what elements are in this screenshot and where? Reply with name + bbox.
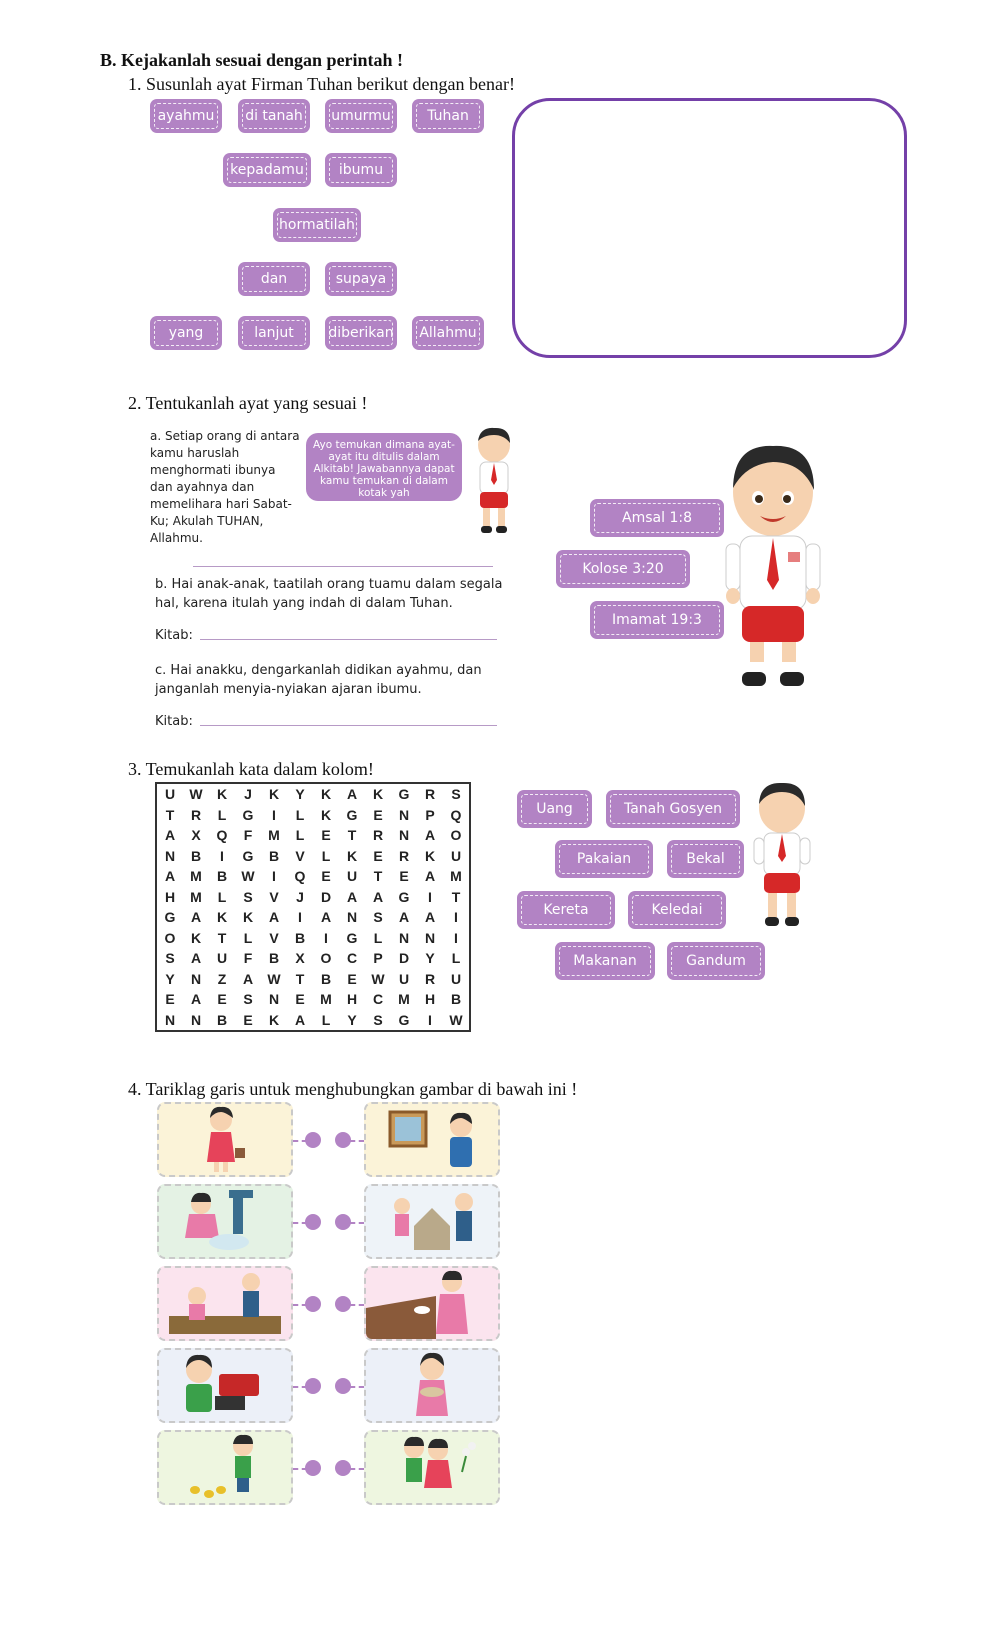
- grid-cell[interactable]: C: [372, 991, 384, 1008]
- find-word-chip-pakaian[interactable]: Pakaian: [555, 840, 653, 878]
- grid-cell[interactable]: A: [320, 909, 332, 926]
- grid-cell[interactable]: E: [399, 868, 409, 885]
- grid-cell[interactable]: G: [242, 806, 254, 823]
- grid-cell[interactable]: I: [428, 888, 432, 905]
- picture-boy-with-family-photo: [364, 1102, 500, 1177]
- grid-cell[interactable]: X: [191, 827, 201, 844]
- grid-cell[interactable]: E: [243, 1011, 253, 1028]
- find-word-chip-uang[interactable]: Uang: [517, 790, 592, 828]
- picture-mother-cooking: [364, 1266, 500, 1341]
- grid-cell[interactable]: G: [164, 909, 176, 926]
- grid-cell[interactable]: K: [372, 786, 384, 803]
- grid-cell[interactable]: I: [324, 929, 328, 946]
- grid-cell[interactable]: W: [189, 786, 203, 803]
- answer-drop-box[interactable]: [512, 98, 907, 358]
- grid-cell[interactable]: N: [398, 806, 410, 823]
- grid-cell[interactable]: U: [164, 786, 176, 803]
- connector-dot-right-3[interactable]: [335, 1296, 351, 1312]
- word-chip-lanjut[interactable]: lanjut: [238, 316, 310, 350]
- grid-cell[interactable]: S: [165, 950, 175, 967]
- grid-cell[interactable]: R: [424, 970, 436, 987]
- grid-cell[interactable]: B: [190, 847, 202, 864]
- find-word-chip-keledai[interactable]: Keledai: [628, 891, 726, 929]
- grid-cell[interactable]: E: [217, 991, 227, 1008]
- grid-cell[interactable]: R: [424, 786, 436, 803]
- word-chip-yang[interactable]: yang: [150, 316, 222, 350]
- grid-cell[interactable]: G: [346, 929, 358, 946]
- grid-cell[interactable]: E: [373, 806, 383, 823]
- grid-cell[interactable]: V: [295, 847, 305, 864]
- grid-cell[interactable]: L: [217, 888, 227, 905]
- grid-row: [156, 928, 470, 949]
- grid-cell[interactable]: I: [298, 909, 302, 926]
- grid-cell[interactable]: G: [398, 1011, 410, 1028]
- grid-row: [156, 805, 470, 826]
- grid-cell[interactable]: U: [346, 868, 358, 885]
- word-chip-diberikan[interactable]: diberikan: [325, 316, 397, 350]
- grid-cell[interactable]: A: [346, 786, 358, 803]
- grid-cell[interactable]: Q: [450, 806, 462, 823]
- word-chip-dan[interactable]: dan: [238, 262, 310, 296]
- grid-cell[interactable]: I: [454, 909, 458, 926]
- grid-cell[interactable]: B: [320, 970, 332, 987]
- grid-cell[interactable]: F: [243, 950, 253, 967]
- grid-cell[interactable]: N: [190, 970, 202, 987]
- grid-cell[interactable]: N: [164, 847, 176, 864]
- grid-cell[interactable]: G: [242, 847, 254, 864]
- grid-cell[interactable]: R: [190, 806, 202, 823]
- grid-cell[interactable]: H: [346, 991, 358, 1008]
- word-chip-di-tanah[interactable]: di tanah: [238, 99, 310, 133]
- grid-row: [156, 1010, 470, 1032]
- grid-cell[interactable]: A: [424, 909, 436, 926]
- grid-cell[interactable]: L: [217, 806, 227, 823]
- picture-girl-with-bag: [157, 1102, 293, 1177]
- grid-row: [156, 907, 470, 928]
- connector-dot-left-3[interactable]: [305, 1296, 321, 1312]
- option-chip-imamat[interactable]: Imamat 19:3: [590, 601, 724, 639]
- word-chip-kepadamu[interactable]: kepadamu: [223, 153, 311, 187]
- picture-family-cleaning-house: [364, 1184, 500, 1259]
- find-word-chip-gandum[interactable]: Gandum: [667, 942, 765, 980]
- q3-instruction: 3. Temukanlah kata dalam kolom!: [128, 759, 374, 779]
- picture-girl-holding-bowl: [364, 1348, 500, 1423]
- grid-cell[interactable]: K: [268, 1011, 280, 1028]
- grid-row: [156, 846, 470, 867]
- grid-cell[interactable]: M: [398, 991, 410, 1008]
- grid-cell[interactable]: A: [372, 888, 384, 905]
- grid-cell[interactable]: U: [216, 950, 228, 967]
- boy-illustration-medium: [752, 780, 812, 930]
- boy-illustration-large: [722, 440, 824, 692]
- grid-cell[interactable]: E: [373, 847, 383, 864]
- grid-cell[interactable]: M: [190, 888, 202, 905]
- grid-cell[interactable]: G: [398, 888, 410, 905]
- connector-dot-left-4[interactable]: [305, 1378, 321, 1394]
- grid-cell[interactable]: Q: [216, 827, 228, 844]
- grid-row: [156, 948, 470, 969]
- grid-cell[interactable]: N: [268, 991, 280, 1008]
- grid-cell[interactable]: K: [190, 929, 202, 946]
- connector-dot-left-2[interactable]: [305, 1214, 321, 1230]
- grid-cell[interactable]: Q: [294, 868, 306, 885]
- grid-cell[interactable]: W: [267, 970, 281, 987]
- grid-cell[interactable]: B: [294, 929, 306, 946]
- answer-line-b[interactable]: [200, 639, 497, 640]
- grid-cell[interactable]: L: [243, 929, 253, 946]
- grid-cell[interactable]: Y: [295, 786, 305, 803]
- find-word-chip-kereta[interactable]: Kereta: [517, 891, 615, 929]
- find-word-chip-bekal[interactable]: Bekal: [667, 840, 744, 878]
- grid-cell[interactable]: V: [269, 888, 279, 905]
- grid-cell[interactable]: D: [320, 888, 332, 905]
- grid-row: [156, 887, 470, 908]
- grid-cell[interactable]: T: [347, 827, 357, 844]
- grid-cell[interactable]: Y: [425, 950, 435, 967]
- grid-cell[interactable]: G: [346, 806, 358, 823]
- grid-cell[interactable]: O: [320, 950, 332, 967]
- grid-cell[interactable]: B: [216, 1011, 228, 1028]
- grid-cell[interactable]: A: [242, 970, 254, 987]
- grid-cell[interactable]: V: [269, 929, 279, 946]
- grid-cell[interactable]: B: [450, 991, 462, 1008]
- grid-cell[interactable]: E: [165, 991, 175, 1008]
- grid-cell[interactable]: Z: [217, 970, 227, 987]
- hint-speech-bubble: Ayo temukan dimana ayat-ayat itu ditulis dalam Alkitab! Jawabannya dapat kamu temukan di dalam kotak yah: [306, 433, 462, 501]
- grid-cell[interactable]: K: [320, 786, 332, 803]
- word-chip-ibumu[interactable]: ibumu: [325, 153, 397, 187]
- picture-children-gardening: [157, 1266, 293, 1341]
- grid-cell[interactable]: B: [268, 847, 280, 864]
- grid-cell[interactable]: K: [216, 786, 228, 803]
- connector-dot-left-1[interactable]: [305, 1132, 321, 1148]
- picture-mother-washing: [157, 1184, 293, 1259]
- grid-cell[interactable]: J: [296, 888, 304, 905]
- connector-dot-right-4[interactable]: [335, 1378, 351, 1394]
- grid-cell[interactable]: S: [243, 888, 253, 905]
- grid-cell[interactable]: W: [241, 868, 255, 885]
- grid-cell[interactable]: O: [164, 929, 176, 946]
- grid-cell[interactable]: T: [295, 970, 305, 987]
- grid-row: [156, 989, 470, 1010]
- q1-instruction: 1. Susunlah ayat Firman Tuhan berikut dengan benar!: [128, 74, 515, 94]
- grid-cell[interactable]: T: [451, 888, 461, 905]
- word-chip-ayahmu[interactable]: ayahmu: [150, 99, 222, 133]
- grid-cell[interactable]: K: [242, 909, 254, 926]
- grid-cell[interactable]: I: [454, 929, 458, 946]
- grid-cell[interactable]: P: [373, 950, 383, 967]
- find-word-chip-makanan[interactable]: Makanan: [555, 942, 655, 980]
- grid-cell[interactable]: M: [450, 868, 462, 885]
- grid-cell[interactable]: L: [451, 950, 461, 967]
- grid-cell[interactable]: L: [295, 827, 305, 844]
- grid-cell[interactable]: O: [450, 827, 462, 844]
- picture-boy-with-toolbox: [157, 1348, 293, 1423]
- grid-cell[interactable]: R: [398, 847, 410, 864]
- grid-cell[interactable]: A: [398, 909, 410, 926]
- grid-cell[interactable]: F: [243, 827, 253, 844]
- find-word-chip-tanah-gosyen[interactable]: Tanah Gosyen: [606, 790, 740, 828]
- grid-cell[interactable]: T: [165, 806, 175, 823]
- grid-cell[interactable]: P: [425, 806, 435, 823]
- grid-cell[interactable]: N: [164, 1011, 176, 1028]
- q2-instruction: 2. Tentukanlah ayat yang sesuai !: [128, 393, 368, 413]
- grid-cell[interactable]: M: [268, 827, 280, 844]
- grid-cell[interactable]: K: [320, 806, 332, 823]
- grid-cell[interactable]: X: [295, 950, 305, 967]
- word-chip-tuhan[interactable]: Tuhan: [412, 99, 484, 133]
- grid-cell[interactable]: A: [164, 868, 176, 885]
- grid-cell[interactable]: B: [268, 950, 280, 967]
- grid-cell[interactable]: A: [424, 868, 436, 885]
- verse-b-text: b. Hai anak-anak, taatilah orang tuamu dalam segala hal, karena itulah yang indah di dalam Tuhan.: [155, 577, 503, 611]
- grid-row: [156, 783, 470, 805]
- grid-cell[interactable]: A: [190, 909, 202, 926]
- grid-cell[interactable]: M: [190, 868, 202, 885]
- grid-cell[interactable]: K: [346, 847, 358, 864]
- verse-c-text: c. Hai anakku, dengarkanlah didikan ayahmu, dan janganlah menyia-nyiakan ajaran ibumu.: [155, 663, 482, 697]
- grid-cell[interactable]: N: [398, 929, 410, 946]
- option-chip-amsal[interactable]: Amsal 1:8: [590, 499, 724, 537]
- option-chip-kolose[interactable]: Kolose 3:20: [556, 550, 690, 588]
- grid-cell[interactable]: C: [346, 950, 358, 967]
- grid-cell[interactable]: S: [243, 991, 253, 1008]
- grid-cell[interactable]: A: [346, 888, 358, 905]
- grid-cell[interactable]: G: [398, 786, 410, 803]
- grid-cell[interactable]: K: [216, 909, 228, 926]
- grid-row: [156, 969, 470, 990]
- answer-line-a[interactable]: [193, 566, 493, 567]
- grid-cell[interactable]: S: [373, 1011, 383, 1028]
- connector-dot-right-5[interactable]: [335, 1460, 351, 1476]
- grid-cell[interactable]: H: [424, 991, 436, 1008]
- grid-cell[interactable]: E: [321, 868, 331, 885]
- q4-instruction: 4. Tariklag garis untuk menghubungkan gambar di bawah ini !: [128, 1079, 578, 1099]
- picture-children-with-flowers: [364, 1430, 500, 1505]
- grid-row: [156, 825, 470, 846]
- grid-cell[interactable]: N: [346, 909, 358, 926]
- grid-cell[interactable]: I: [272, 868, 276, 885]
- grid-cell[interactable]: A: [164, 827, 176, 844]
- grid-cell[interactable]: B: [216, 868, 228, 885]
- verse-a-text: a. Setiap orang di antara kamu haruslah menghormati ibunya dan ayahnya dan memelihara hari Sabat-Ku; Akulah TUHAN, Allahmu.: [150, 429, 300, 545]
- grid-cell[interactable]: I: [220, 847, 224, 864]
- connector-dot-right-1[interactable]: [335, 1132, 351, 1148]
- grid-cell[interactable]: S: [451, 786, 461, 803]
- grid-cell[interactable]: I: [272, 806, 276, 823]
- grid-cell[interactable]: T: [373, 868, 383, 885]
- grid-cell[interactable]: S: [373, 909, 383, 926]
- grid-cell[interactable]: W: [371, 970, 385, 987]
- grid-cell[interactable]: D: [398, 950, 410, 967]
- grid-cell[interactable]: N: [398, 827, 410, 844]
- grid-cell[interactable]: U: [398, 970, 410, 987]
- grid-cell[interactable]: Y: [165, 970, 175, 987]
- grid-cell[interactable]: A: [190, 950, 202, 967]
- grid-cell[interactable]: N: [190, 1011, 202, 1028]
- grid-row: [156, 866, 470, 887]
- word-chip-hormatilah[interactable]: hormatilah: [273, 208, 361, 242]
- grid-cell[interactable]: M: [320, 991, 332, 1008]
- section-title: B. Kejakanlah sesuai dengan perintah !: [100, 50, 404, 70]
- grid-cell[interactable]: R: [372, 827, 384, 844]
- word-chip-allahmu[interactable]: Allahmu: [412, 316, 484, 350]
- word-search-grid: [155, 782, 471, 1032]
- boy-illustration-small: [468, 425, 520, 537]
- grid-cell[interactable]: K: [268, 786, 280, 803]
- connector-dot-left-5[interactable]: [305, 1460, 321, 1476]
- kitab-label-b: Kitab:: [155, 628, 193, 643]
- grid-cell[interactable]: Y: [347, 1011, 357, 1028]
- kitab-label-c: Kitab:: [155, 714, 193, 729]
- grid-cell[interactable]: A: [190, 991, 202, 1008]
- grid-cell[interactable]: L: [321, 847, 331, 864]
- grid-cell[interactable]: E: [347, 970, 357, 987]
- grid-cell[interactable]: T: [217, 929, 227, 946]
- grid-cell[interactable]: I: [428, 1011, 432, 1028]
- grid-cell[interactable]: A: [294, 1011, 306, 1028]
- grid-cell[interactable]: K: [424, 847, 436, 864]
- grid-cell[interactable]: H: [164, 888, 176, 905]
- grid-cell[interactable]: W: [449, 1011, 463, 1028]
- grid-cell[interactable]: L: [373, 929, 383, 946]
- picture-boy-feeding-chicks: [157, 1430, 293, 1505]
- grid-cell[interactable]: E: [295, 991, 305, 1008]
- word-chip-supaya[interactable]: supaya: [325, 262, 397, 296]
- grid-cell[interactable]: L: [295, 806, 305, 823]
- word-chip-umurmu[interactable]: umurmu: [325, 99, 397, 133]
- grid-cell[interactable]: U: [450, 970, 462, 987]
- connector-dot-right-2[interactable]: [335, 1214, 351, 1230]
- answer-line-c[interactable]: [200, 725, 497, 726]
- grid-cell[interactable]: N: [424, 929, 436, 946]
- grid-cell[interactable]: E: [321, 827, 331, 844]
- grid-cell[interactable]: A: [424, 827, 436, 844]
- grid-cell[interactable]: L: [321, 1011, 331, 1028]
- grid-cell[interactable]: U: [450, 847, 462, 864]
- grid-cell[interactable]: A: [268, 909, 280, 926]
- grid-cell[interactable]: J: [244, 786, 252, 803]
